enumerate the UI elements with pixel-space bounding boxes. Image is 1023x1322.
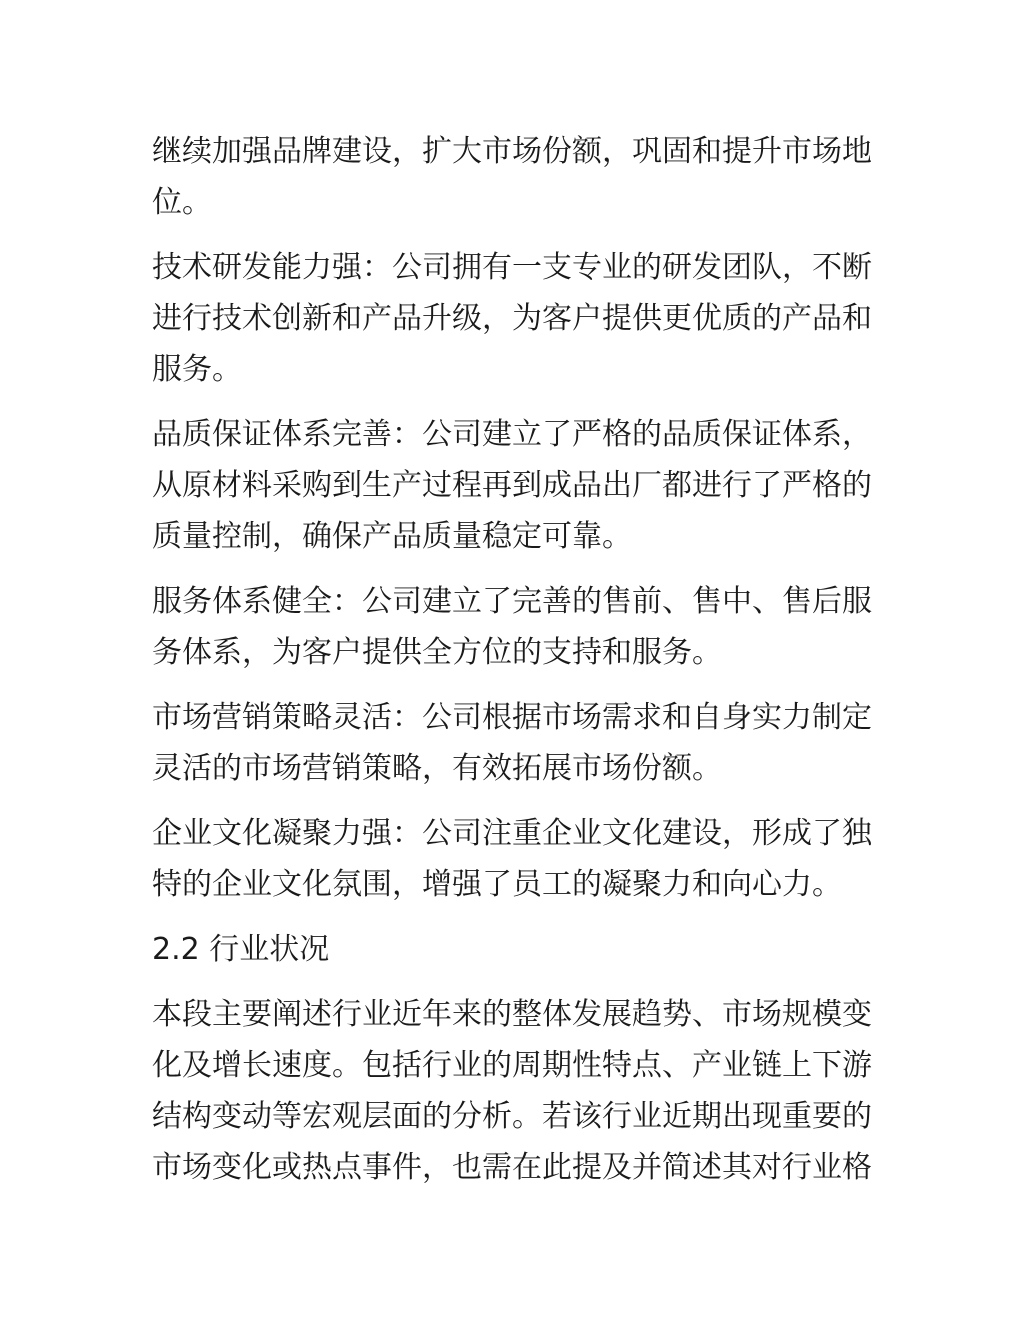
paragraph-industry-overview: 本段主要阐述行业近年来的整体发展趋势、市场规模变化及增长速度。包括行业的周期性特点、产业链上下游结构变动等宏观层面的分析。若该行业近期出现重要的市场变化或热点事件，也需在此提及并简述其对行业格 [152, 997, 872, 1185]
paragraph-marketing-strategy: 市场营销策略灵活：公司根据市场需求和自身实力制定灵活的市场营销策略，有效拓展市场份额。 [152, 700, 872, 786]
paragraph-quality-assurance: 品质保证体系完善：公司建立了严格的品质保证体系，从原材料采购到生产过程再到成品出厂都进行了严格的质量控制，确保产品质量稳定可靠。 [152, 417, 872, 554]
paragraph-brand-continuation: 继续加强品牌建设，扩大市场份额，巩固和提升市场地位。 [152, 134, 872, 220]
paragraph-rd-capability: 技术研发能力强：公司拥有一支专业的研发团队，不断进行技术创新和产品升级，为客户提供更优质的产品和服务。 [152, 250, 872, 387]
paragraph-service-system: 服务体系健全：公司建立了完善的售前、售中、售后服务体系，为客户提供全方位的支持和服务。 [152, 584, 872, 670]
paragraph-corporate-culture: 企业文化凝聚力强：公司注重企业文化建设，形成了独特的企业文化氛围，增强了员工的凝聚力和向心力。 [152, 816, 872, 902]
document-content [152, 126, 872, 1207]
section-heading: 2.2 行业状况 [152, 932, 330, 967]
